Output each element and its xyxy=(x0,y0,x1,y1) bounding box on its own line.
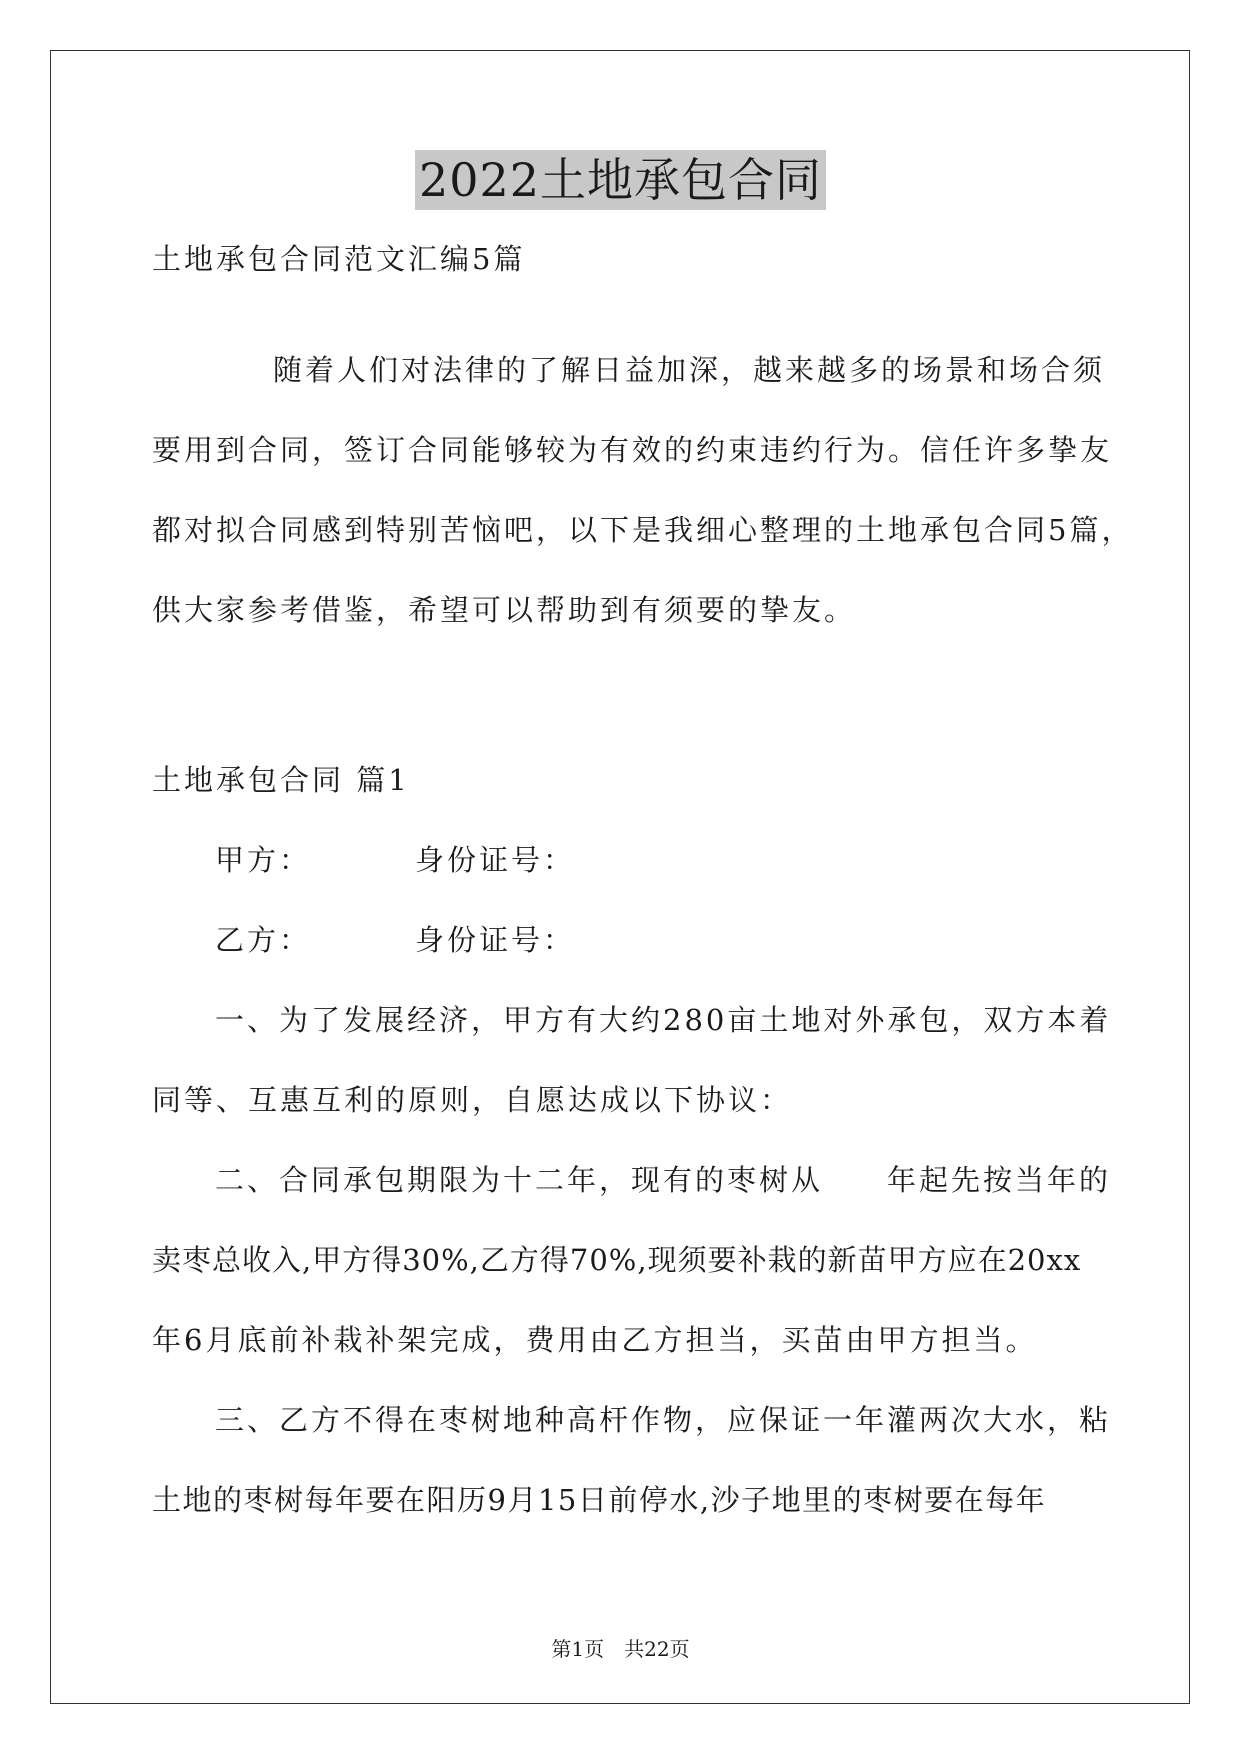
intro-line: 随着人们对法律的了解日益加深，越来越多的场景和场合须 xyxy=(273,353,1106,387)
party-b-id-label: 身份证号： xyxy=(415,923,576,957)
intro-line: 都对拟合同感到特别苦恼吧，以下是我细心整理的土地承包合同5篇， xyxy=(152,513,1134,547)
clause-3-line: 土地的枣树每年要在阳历9月15日前停水,沙子地里的枣树要在每年 xyxy=(152,1483,1047,1517)
intro-line: 要用到合同，签订合同能够较为有效的约束违约行为。信任许多挚友 xyxy=(152,433,1113,467)
party-b-label: 乙方： xyxy=(215,923,312,957)
clause-2-line: 年6月底前补栽补架完成，费用由乙方担当，买苗由甲方担当。 xyxy=(152,1323,1038,1357)
document-subtitle: 土地承包合同范文汇编5篇 xyxy=(152,242,526,276)
section-heading: 土地承包合同 篇1 xyxy=(152,763,410,797)
clause-2-line: 卖枣总收入,甲方得30%,乙方得70%,现须要补栽的新苗甲方应在20xx xyxy=(152,1243,1082,1277)
document-title: 2022土地承包合同 xyxy=(415,150,826,210)
page-number-footer: 第1页 共22页 xyxy=(551,1637,690,1661)
party-a-label: 甲方： xyxy=(215,843,312,877)
party-a-id-label: 身份证号： xyxy=(415,843,576,877)
intro-line: 供大家参考借鉴，希望可以帮助到有须要的挚友。 xyxy=(152,593,857,627)
clause-1-line: 一、为了发展经济，甲方有大约280亩土地对外承包，双方本着 xyxy=(215,1003,1112,1037)
clause-1-line: 同等、互惠互利的原则，自愿达成以下协议： xyxy=(152,1083,793,1117)
clause-2-line: 二、合同承包期限为十二年，现有的枣树从 年起先按当年的 xyxy=(215,1163,1112,1197)
title-container xyxy=(0,150,1241,210)
clause-3-line: 三、乙方不得在枣树地种高杆作物，应保证一年灌两次大水，粘 xyxy=(215,1403,1112,1437)
